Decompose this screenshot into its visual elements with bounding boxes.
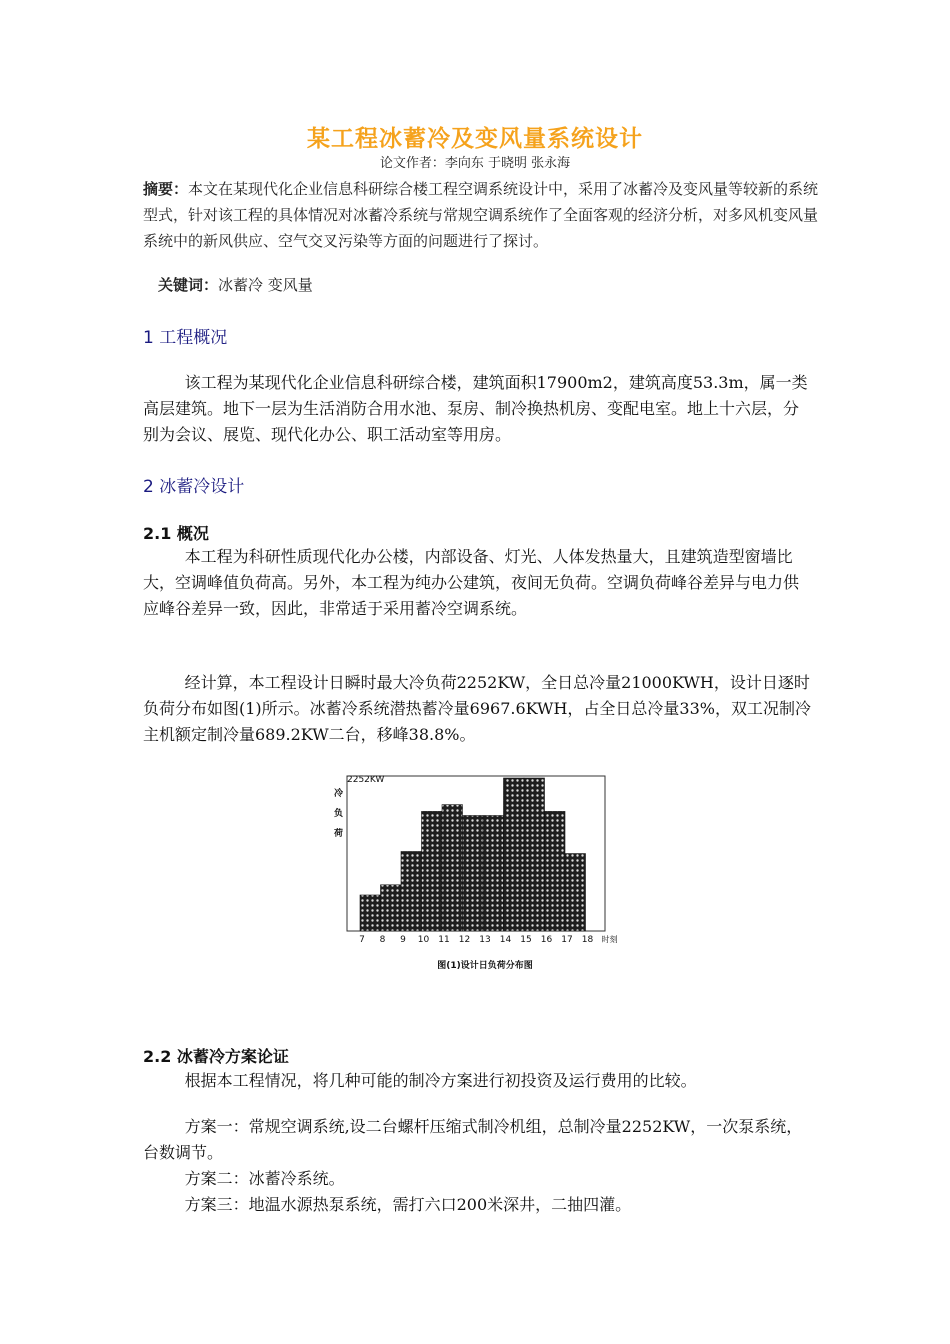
chart-x-tick-label: 9 (400, 935, 406, 945)
document-title: 某工程冰蓄冷及变风量系统设计 (307, 126, 643, 152)
section-2-2-paragraph-4: 方案三：地温水源热泵系统，需打六口200米深井，二抽四灌。 (184, 1195, 632, 1214)
chart-x-tick-label: 18 (581, 935, 594, 945)
section-1-heading: 1 工程概况 (143, 328, 228, 348)
chart-bar-11 (442, 805, 463, 931)
load-distribution-chart (325, 768, 625, 978)
chart-bar-9 (401, 852, 422, 931)
chart-x-tick-label: 8 (379, 935, 386, 945)
abstract (143, 176, 823, 254)
chart-x-tick-label: 7 (359, 935, 365, 945)
section-2-1-paragraph-1: 本工程为科研性质现代化办公楼，内部设备、灯光、人体发热量大，且建筑造型窗墙比大，空调峰值负荷高。另外，本工程为纯办公建筑，夜间无负荷。空调负荷峰谷差异与电力供应峰谷差异一致，因此，非常适于采用蓄冷空调系统。 (143, 547, 800, 618)
author-line: 论文作者：李向东 于晓明 张永海 (379, 156, 571, 171)
chart-title: 图(1)设计日负荷分布图 (437, 961, 533, 971)
keywords (158, 274, 313, 295)
chart-bar-16 (545, 811, 566, 931)
chart-x-tick-label: 10 (417, 935, 430, 945)
chart-peak-label: 2252KW (347, 775, 385, 785)
chart-bar-14 (504, 778, 525, 931)
section-2-2-heading: 2.2 冰蓄冷方案论证 (143, 1047, 289, 1066)
abstract-text: 本文在某现代化企业信息科研综合楼工程空调系统设计中，采用了冰蓄冷及变风量等较新的系统型式，针对该工程的具体情况对冰蓄冷系统与常规空调系统作了全面客观的经济分析，对多风机变风量系统中的新风供应、空气交叉污染等方面的问题进行了探讨。 (143, 180, 819, 250)
keywords-label: 关键词： (158, 276, 219, 294)
section-2-1-heading: 2.1 概况 (143, 524, 209, 543)
chart-x-axis-label: 时刻 (601, 935, 618, 944)
chart-bar-15 (524, 778, 545, 931)
section-1-paragraph: 该工程为某现代化企业信息科研综合楼，建筑面积17900m2，建筑高度53.3m，属一类高层建筑。地下一层为生活消防合用水池、泵房、制冷换热机房、变配电室。地上十六层，分别为会议、展览、现代化办公、职工活动室等用房。 (143, 373, 808, 444)
chart-x-tick-label: 16 (540, 935, 553, 945)
chart-x-tick-label: 11 (438, 935, 450, 945)
section-2-2-paragraph-1: 根据本工程情况，将几种可能的制冷方案进行初投资及运行费用的比较。 (184, 1071, 697, 1090)
chart-x-tick-label: 12 (458, 935, 471, 945)
section-2-1-paragraph-2: 经计算，本工程设计日瞬时最大冷负荷2252KW，全日总冷量21000KWH，设计日逐时负荷分布如图(1)所示。冰蓄冷系统潜热蓄冷量6967.6KWH，占全日总冷量33%，双工况制冷主机额定制冷量689.2KW二台，移峰38.8%。 (143, 673, 811, 744)
chart-bar-17 (565, 854, 586, 931)
abstract-label: 摘要： (143, 180, 189, 198)
chart-x-tick-label: 15 (520, 935, 532, 945)
chart-bar-12 (463, 816, 484, 931)
chart-bar-7 (360, 895, 381, 931)
section-2-heading: 2 冰蓄冷设计 (143, 477, 245, 497)
chart-x-tick-label: 14 (499, 935, 512, 945)
chart-bar-13 (483, 816, 504, 931)
chart-bar-10 (422, 811, 443, 931)
section-2-2-paragraph-3: 方案二：冰蓄冷系统。 (184, 1169, 345, 1188)
keywords-text: 冰蓄冷 变风量 (218, 276, 313, 294)
chart-bar-8 (381, 885, 402, 931)
chart-y-axis-label: 冷负荷 (334, 789, 344, 839)
chart-x-tick-label: 17 (561, 935, 573, 945)
section-2-2-paragraph-2: 方案一：常规空调系统,设二台螺杆压缩式制冷机组，总制冷量2252KW，一次泵系统，台数调节。 (143, 1117, 803, 1162)
chart-x-tick-label: 13 (479, 935, 491, 945)
